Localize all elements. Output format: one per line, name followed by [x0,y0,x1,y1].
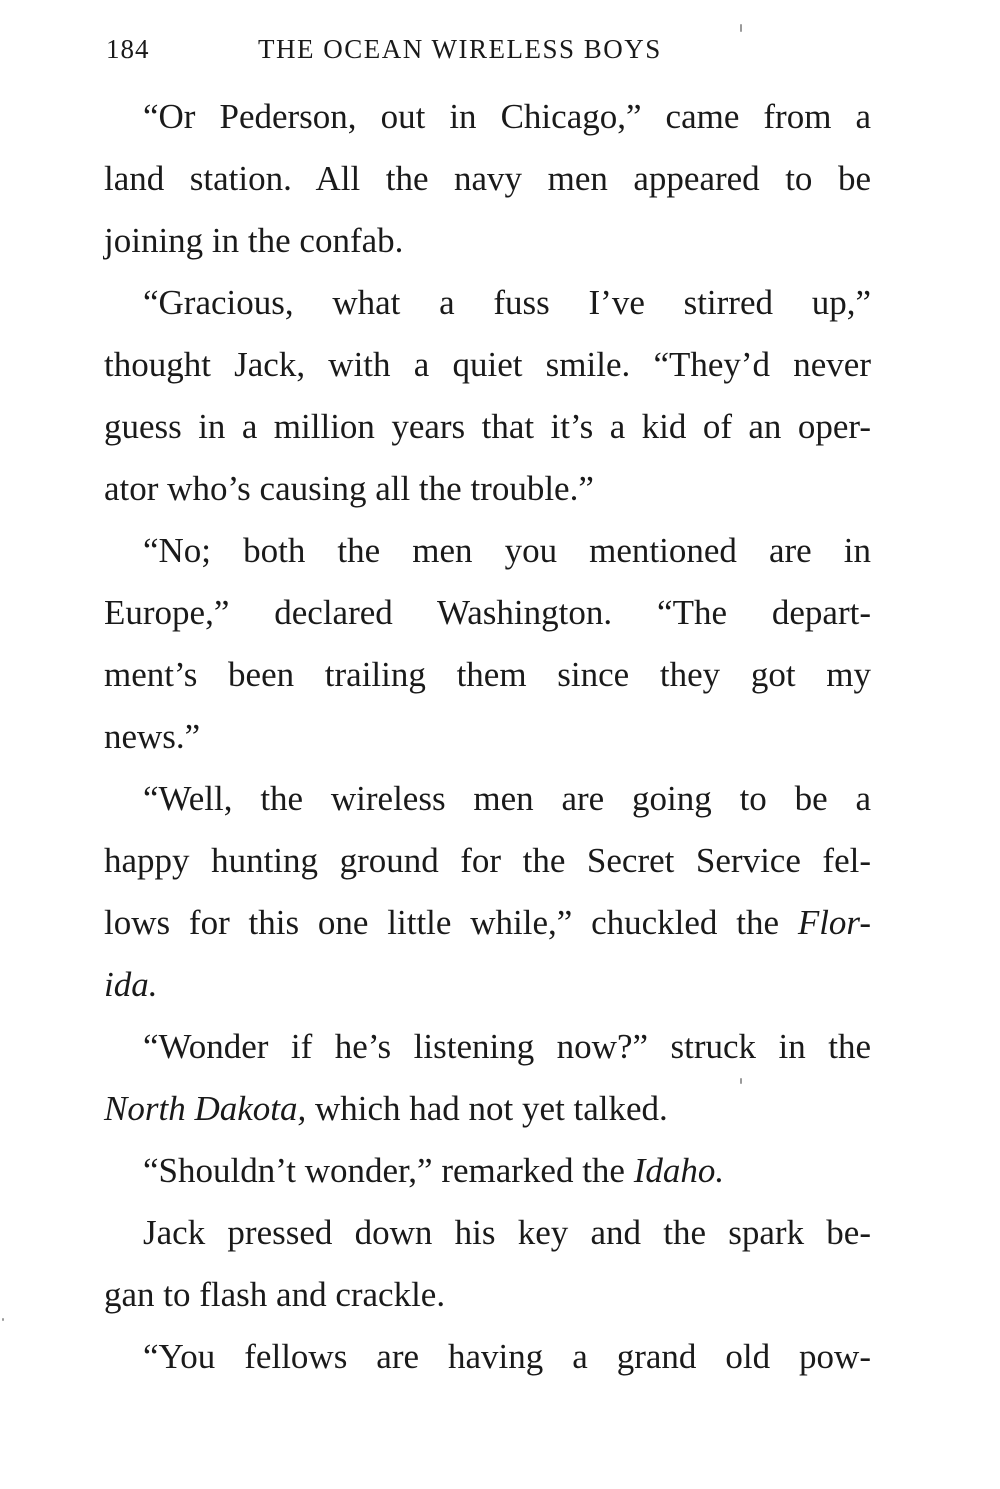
text-line: Europe,” declared Washington. “The depart- [104,593,871,632]
text-line-with-italic [143,1151,871,1191]
text-line: joining in the confab. [104,221,404,260]
text-line: land station. All the navy men appeared to be [104,159,871,198]
text-line: “Gracious, what a fuss I’ve stirred up,” [143,283,871,322]
text-line: ator who’s causing all the trouble.” [104,469,594,508]
text-line: “You fellows are having a grand old pow- [143,1337,871,1376]
text-line: “Or Pederson, out in Chicago,” came from a [143,97,871,136]
text-line: Jack pressed down his key and the spark be- [143,1213,871,1252]
italic-ship-name: North Dakota, [104,1089,307,1128]
text-line: thought Jack, with a quiet smile. “They’d never [104,345,871,384]
running-title: THE OCEAN WIRELESS BOYS [258,34,662,64]
text-line [104,965,871,1005]
text-span: lows for this one little while,” chuckled the [104,903,798,942]
italic-ship-name: Idaho. [633,1151,725,1190]
text-line: “Wonder if he’s listening now?” struck in the [143,1027,871,1066]
text-line: happy hunting ground for the Secret Service fel- [104,841,871,880]
text-span: “Shouldn’t wonder,” remarked the [143,1151,634,1190]
text-line: ment’s been trailing them since they got my [104,655,871,694]
scan-speck [740,1078,742,1084]
italic-ship-name: Flor- [797,903,871,942]
text-line-with-italic [104,903,871,943]
scan-speck [740,24,742,32]
text-span: which had not yet talked. [306,1089,668,1128]
page-number: 184 [106,34,150,64]
text-line: “No; both the men you mentioned are in [143,531,871,570]
italic-ship-name: ida. [104,965,158,1004]
text-line: “Well, the wireless men are going to be a [143,779,871,818]
text-line: news.” [104,717,201,756]
scan-speck [2,1318,4,1321]
text-line: guess in a million years that it’s a kid of an oper- [104,407,871,446]
text-line-with-italic [104,1089,871,1129]
running-header [106,34,736,74]
text-line: gan to flash and crackle. [104,1275,446,1314]
